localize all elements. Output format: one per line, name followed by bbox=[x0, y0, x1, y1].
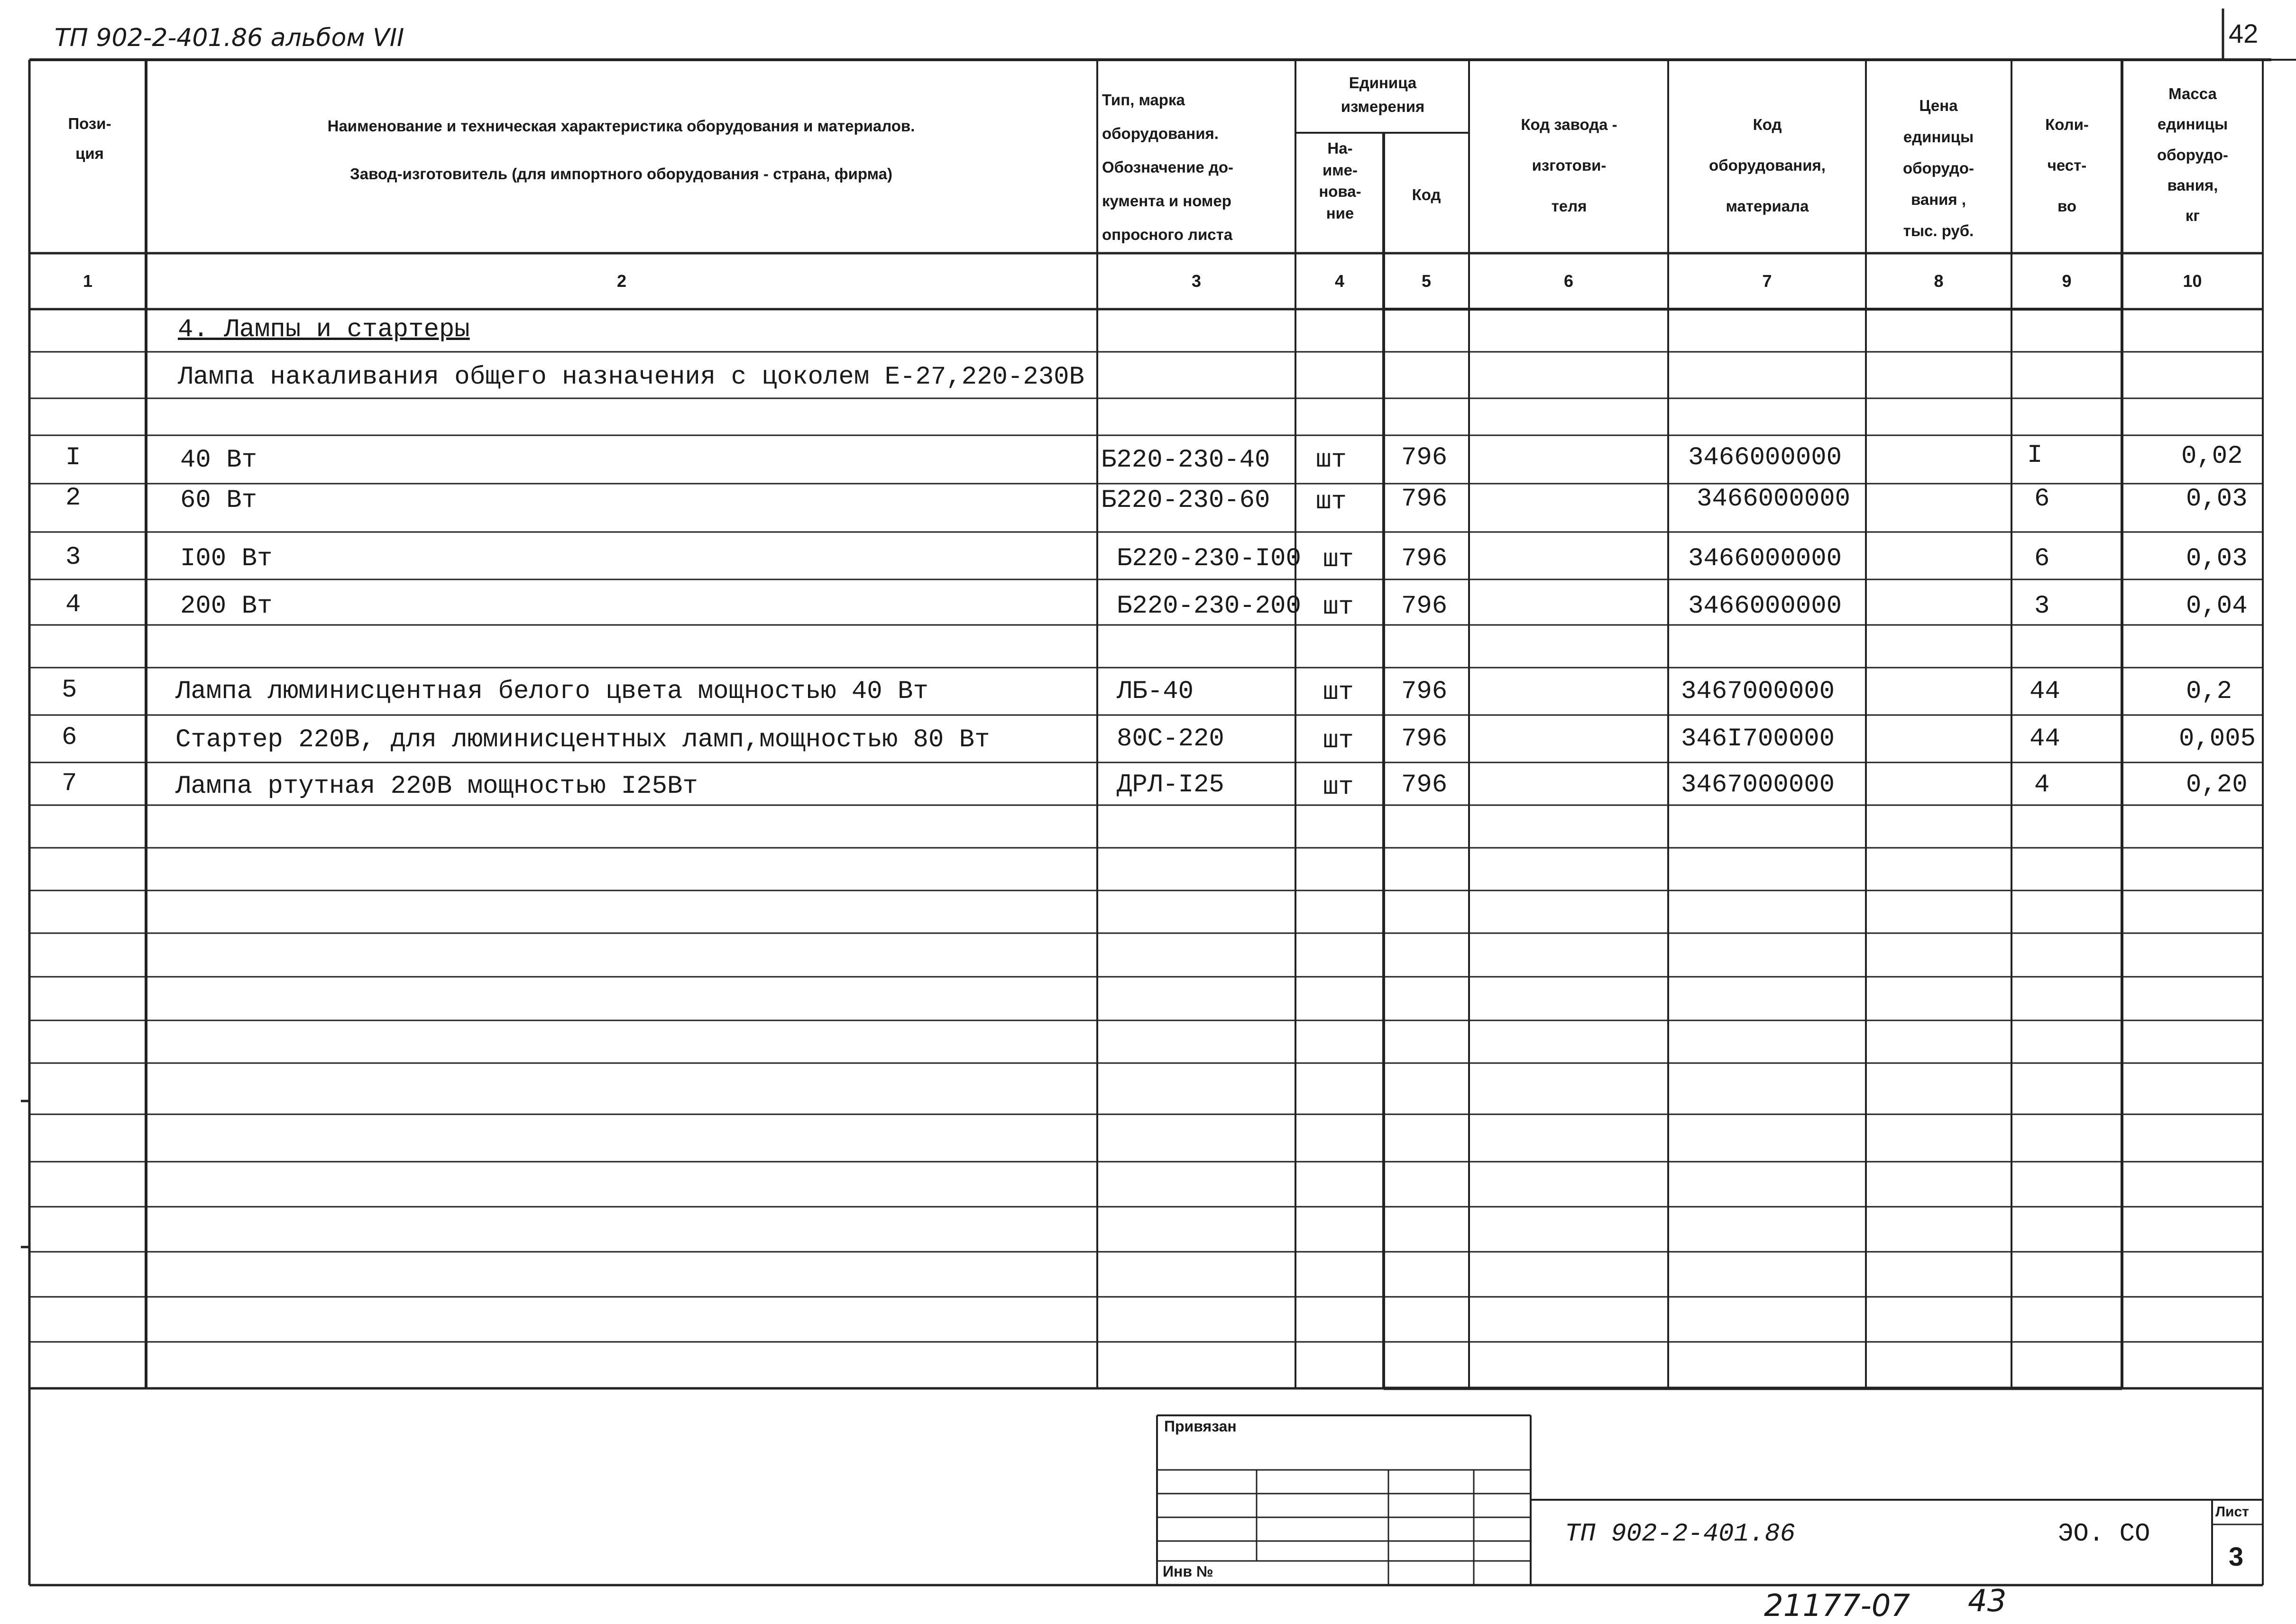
col-num-5: 5 bbox=[1421, 271, 1432, 291]
row-unit-code: 796 bbox=[1401, 771, 1448, 799]
row-code: 3466000000 bbox=[1688, 443, 1842, 472]
row-qty: 6 bbox=[2034, 544, 2050, 573]
row-code: 3466000000 bbox=[1688, 592, 1842, 621]
document-title: ТП 902-2-401.86 альбом VII bbox=[55, 24, 404, 52]
row-code: 3466000000 bbox=[1688, 544, 1842, 573]
row-unit: шт bbox=[1316, 487, 1347, 516]
row-unit: шт bbox=[1316, 446, 1347, 475]
row-position: 3 bbox=[65, 543, 81, 572]
row-name: Стартер 220В, для люминисцентных ламп,мощностью 80 Вт bbox=[175, 725, 990, 754]
header-price: Цена единицы оборудо- вания , тыс. руб. bbox=[1902, 97, 1975, 239]
document-code bbox=[1565, 1520, 1795, 1549]
header-mass: Масса единицы оборудо- вания, кг bbox=[2157, 85, 2229, 225]
row-position: 7 bbox=[62, 769, 77, 798]
header-name-line1: Наименование и техническая характеристика оборудования и материалов. bbox=[327, 117, 915, 135]
col-num-8: 8 bbox=[1934, 271, 1944, 291]
col-num-7: 7 bbox=[1762, 271, 1772, 291]
section-title: 4. Лампы и стартеры bbox=[178, 315, 470, 344]
row-qty: 6 bbox=[2034, 485, 2050, 514]
inventory-label: Инв № bbox=[1163, 1563, 1213, 1580]
col-num-10: 10 bbox=[2183, 271, 2202, 291]
document-code-text: ТП 902-2-401.86 bbox=[1565, 1520, 1796, 1549]
header-name-line2: Завод-изготовитель (для импортного оборудования - страна, фирма) bbox=[350, 165, 892, 183]
row-type: Б220-230-40 bbox=[1101, 446, 1270, 475]
header-unit-name: На- име- нова- ние bbox=[1319, 139, 1361, 222]
row-qty: 4 bbox=[2034, 771, 2050, 799]
row-type: Б220-230-200 bbox=[1117, 592, 1301, 621]
col-num-2: 2 bbox=[616, 271, 627, 291]
row-mass: 0,03 bbox=[2186, 544, 2248, 573]
row-unit: шт bbox=[1323, 678, 1354, 707]
row-name: I00 Вт bbox=[180, 544, 273, 573]
col-num-3: 3 bbox=[1191, 271, 1202, 291]
row-unit-code: 796 bbox=[1401, 544, 1448, 573]
col-num-4: 4 bbox=[1334, 271, 1345, 291]
page-number: 42 bbox=[2229, 18, 2259, 48]
row-type: ДРЛ-I25 bbox=[1117, 771, 1224, 799]
archive-number: 21177-07 bbox=[1764, 1588, 1910, 1624]
row-position: 5 bbox=[62, 676, 77, 705]
row-code: 3467000000 bbox=[1681, 771, 1835, 799]
row-unit-code: 796 bbox=[1401, 592, 1448, 621]
row-name: 60 Вт bbox=[180, 486, 257, 515]
row-type: 80С-220 bbox=[1117, 725, 1224, 753]
row-code: 346I700000 bbox=[1681, 725, 1835, 753]
row-unit: шт bbox=[1323, 773, 1354, 802]
col-num-1: 1 bbox=[83, 271, 93, 291]
header-equipment-code: Код оборудования, материала bbox=[1709, 116, 1826, 215]
row-position: 4 bbox=[65, 590, 81, 619]
row-mass: 0,005 bbox=[2179, 725, 2256, 753]
row-qty: 3 bbox=[2034, 592, 2050, 621]
header-type: Тип, марка оборудования. Обозначение до- кумента и номер опросного листа bbox=[1102, 91, 1233, 243]
bound-label: Привязан bbox=[1164, 1418, 1237, 1435]
row-name: 40 Вт bbox=[180, 446, 257, 475]
header-position: Пози- ция bbox=[68, 115, 111, 162]
row-unit: шт bbox=[1323, 593, 1354, 622]
col-num-6: 6 bbox=[1563, 271, 1574, 291]
row-mass: 0,20 bbox=[2186, 771, 2248, 799]
header-unit-group: Единица измерения bbox=[1341, 74, 1425, 115]
sheet-number: 3 bbox=[2229, 1541, 2244, 1571]
row-mass: 0,03 bbox=[2186, 485, 2248, 514]
row-code: 3467000000 bbox=[1681, 677, 1835, 706]
section-subtitle: Лампа накаливания общего назначения с цоколем Е-27,220-230В bbox=[178, 363, 1084, 392]
header-quantity: Коли- чест- во bbox=[2045, 116, 2089, 215]
row-qty: 44 bbox=[2030, 725, 2060, 753]
row-name: 200 Вт bbox=[180, 592, 273, 621]
row-type: Б220-230-I00 bbox=[1117, 544, 1301, 573]
col-num-9: 9 bbox=[2062, 271, 2072, 291]
row-name: Лампа люминисцентная белого цвета мощностью 40 Вт bbox=[175, 677, 928, 706]
row-position: 2 bbox=[65, 484, 81, 513]
row-unit-code: 796 bbox=[1401, 677, 1448, 706]
row-type: ЛБ-40 bbox=[1117, 677, 1194, 706]
row-position: 6 bbox=[62, 723, 77, 752]
row-unit-code: 796 bbox=[1401, 725, 1448, 753]
row-mass: 0,2 bbox=[2186, 677, 2232, 706]
row-type: Б220-230-60 bbox=[1101, 486, 1270, 515]
row-unit-code: 796 bbox=[1401, 443, 1448, 472]
header-factory-code: Код завода - изготови- теля bbox=[1521, 116, 1617, 215]
sheet-label: Лист bbox=[2215, 1504, 2249, 1520]
row-qty: I bbox=[2027, 441, 2043, 470]
row-position: I bbox=[65, 443, 81, 472]
header-unit-code: Код bbox=[1412, 186, 1441, 203]
row-qty: 44 bbox=[2030, 677, 2060, 706]
page-mark: 43 bbox=[1968, 1584, 2007, 1619]
row-unit: шт bbox=[1323, 545, 1354, 574]
row-mass: 0,02 bbox=[2181, 442, 2243, 471]
row-name: Лампа ртутная 220В мощностью I25Вт bbox=[175, 772, 698, 801]
row-code: 3466000000 bbox=[1697, 485, 1851, 514]
row-unit-code: 796 bbox=[1401, 485, 1448, 514]
row-mass: 0,04 bbox=[2186, 592, 2248, 621]
row-unit: шт bbox=[1323, 726, 1354, 755]
document-suffix: ЭО. СО bbox=[2058, 1520, 2150, 1549]
